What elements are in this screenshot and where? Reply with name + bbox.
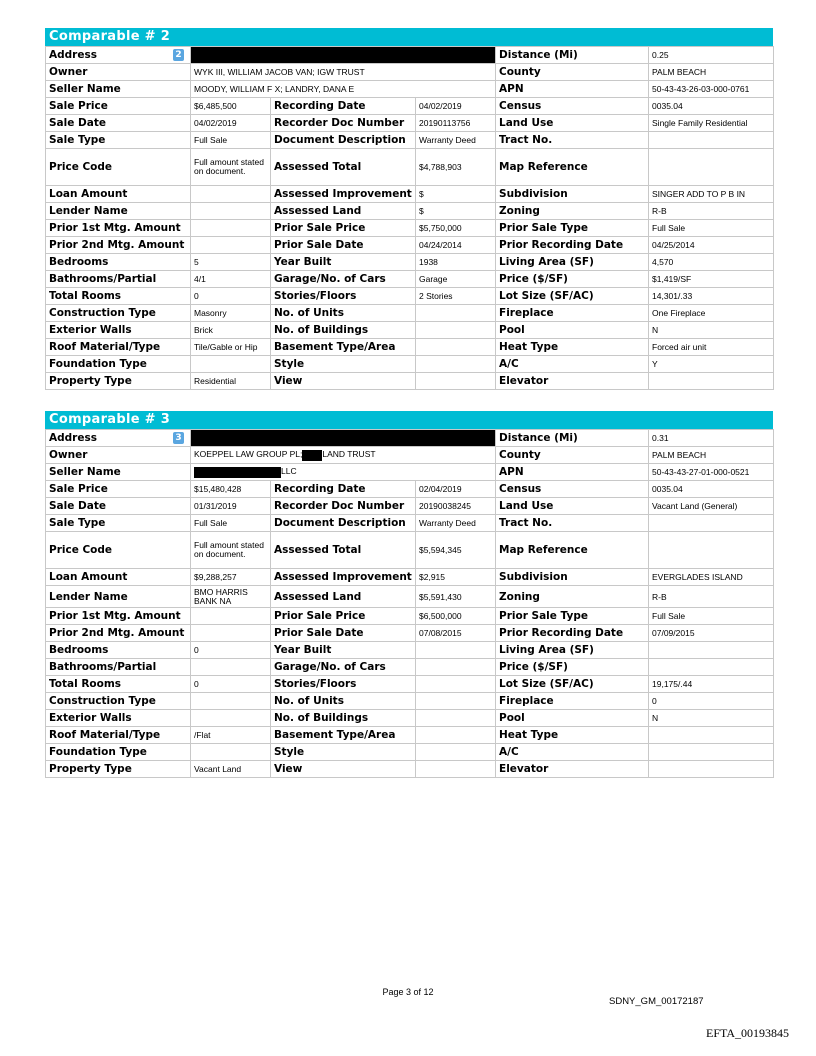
ac-value: Y [649, 356, 774, 373]
assessed-land-label: Assessed Land [271, 586, 416, 608]
table-row [46, 322, 774, 339]
buildings-value [416, 710, 496, 727]
roof-label: Roof Material/Type [46, 339, 191, 356]
apn-label: APN [496, 81, 649, 98]
stories-value [416, 676, 496, 693]
buildings-label: No. of Buildings [271, 710, 416, 727]
doc-description-label: Document Description [271, 132, 416, 149]
prior-recording-date-label: Prior Recording Date [496, 237, 649, 254]
prior-2nd-mtg-value [191, 625, 271, 642]
units-value [416, 305, 496, 322]
stories-value: 2 Stories [416, 288, 496, 305]
doc-description-value: Warranty Deed [416, 515, 496, 532]
view-value [416, 373, 496, 390]
doc-description-value: Warranty Deed [416, 132, 496, 149]
apn-value: 50-43-43-26-03-000-0761 [649, 81, 774, 98]
exterior-walls-label: Exterior Walls [46, 710, 191, 727]
zoning-label: Zoning [496, 586, 649, 608]
price-sf-value: $1,419/SF [649, 271, 774, 288]
map-pin-icon: 2 [173, 49, 184, 61]
tract-label: Tract No. [496, 132, 649, 149]
prior-1st-mtg-value [191, 220, 271, 237]
garage-label: Garage/No. of Cars [271, 271, 416, 288]
buildings-value [416, 322, 496, 339]
prior-1st-mtg-label: Prior 1st Mtg. Amount [46, 608, 191, 625]
subdivision-label: Subdivision [496, 186, 649, 203]
bathrooms-label: Bathrooms/Partial [46, 659, 191, 676]
doc-description-label: Document Description [271, 515, 416, 532]
living-area-label: Living Area (SF) [496, 642, 649, 659]
price-sf-value [649, 659, 774, 676]
price-sf-label: Price ($/SF) [496, 659, 649, 676]
heat-type-value [649, 727, 774, 744]
table-row [46, 47, 774, 64]
view-value [416, 761, 496, 778]
table-row [46, 515, 774, 532]
heat-type-label: Heat Type [496, 727, 649, 744]
table-row [46, 98, 774, 115]
prior-sale-date-value: 07/08/2015 [416, 625, 496, 642]
table-row [46, 305, 774, 322]
county-label: County [496, 447, 649, 464]
lot-size-label: Lot Size (SF/AC) [496, 676, 649, 693]
distance-label: Distance (Mi) [496, 430, 649, 447]
foundation-label: Foundation Type [46, 744, 191, 761]
stories-label: Stories/Floors [271, 676, 416, 693]
table-row [46, 481, 774, 498]
seller-redaction [194, 467, 281, 478]
table-row [46, 115, 774, 132]
table-row [46, 149, 774, 186]
table-row [46, 237, 774, 254]
property-type-label: Property Type [46, 761, 191, 778]
subdivision-label: Subdivision [496, 569, 649, 586]
foundation-value [191, 744, 271, 761]
land-use-label: Land Use [496, 115, 649, 132]
recorder-doc-label: Recorder Doc Number [271, 115, 416, 132]
sale-price-label: Sale Price [46, 481, 191, 498]
living-area-label: Living Area (SF) [496, 254, 649, 271]
units-value [416, 693, 496, 710]
total-rooms-value: 0 [191, 676, 271, 693]
zoning-value: R-B [649, 203, 774, 220]
prior-sale-date-label: Prior Sale Date [271, 237, 416, 254]
census-value: 0035.04 [649, 98, 774, 115]
total-rooms-label: Total Rooms [46, 676, 191, 693]
comparable-2-table [45, 46, 774, 390]
comparable-2-title: Comparable # 2 [45, 28, 773, 46]
sale-type-label: Sale Type [46, 132, 191, 149]
page-number: Page 3 of 12 [382, 987, 434, 997]
living-area-value: 4,570 [649, 254, 774, 271]
recording-date-label: Recording Date [271, 98, 416, 115]
property-type-label: Property Type [46, 373, 191, 390]
units-label: No. of Units [271, 305, 416, 322]
sale-type-value: Full Sale [191, 515, 271, 532]
census-label: Census [496, 481, 649, 498]
price-sf-label: Price ($/SF) [496, 271, 649, 288]
recorder-doc-value: 20190038245 [416, 498, 496, 515]
table-row [46, 339, 774, 356]
heat-type-label: Heat Type [496, 339, 649, 356]
basement-label: Basement Type/Area [271, 339, 416, 356]
total-rooms-value: 0 [191, 288, 271, 305]
distance-value: 0.25 [649, 47, 774, 64]
units-label: No. of Units [271, 693, 416, 710]
roof-value: Tile/Gable or Hip [191, 339, 271, 356]
table-row [46, 693, 774, 710]
table-row [46, 642, 774, 659]
prior-2nd-mtg-label: Prior 2nd Mtg. Amount [46, 237, 191, 254]
table-row [46, 373, 774, 390]
construction-type-value: Masonry [191, 305, 271, 322]
property-type-value: Residential [191, 373, 271, 390]
apn-label: APN [496, 464, 649, 481]
prior-sale-type-value: Full Sale [649, 608, 774, 625]
prior-2nd-mtg-label: Prior 2nd Mtg. Amount [46, 625, 191, 642]
elevator-value [649, 761, 774, 778]
seller-name-label: Seller Name [46, 464, 191, 481]
fireplace-label: Fireplace [496, 693, 649, 710]
table-row [46, 271, 774, 288]
price-code-value: Full amount stated on document. [191, 532, 271, 569]
recorder-doc-label: Recorder Doc Number [271, 498, 416, 515]
table-row [46, 203, 774, 220]
pool-label: Pool [496, 710, 649, 727]
prior-recording-date-label: Prior Recording Date [496, 625, 649, 642]
view-label: View [271, 761, 416, 778]
bedrooms-value: 0 [191, 642, 271, 659]
subdivision-value: SINGER ADD TO P B IN [649, 186, 774, 203]
price-code-label: Price Code [46, 532, 191, 569]
table-row [46, 464, 774, 481]
address-redacted [191, 430, 496, 447]
exterior-walls-value [191, 710, 271, 727]
census-value: 0035.04 [649, 481, 774, 498]
elevator-value [649, 373, 774, 390]
roof-label: Roof Material/Type [46, 727, 191, 744]
sale-type-value: Full Sale [191, 132, 271, 149]
county-value: PALM BEACH [649, 64, 774, 81]
seller-name-value: MOODY, WILLIAM F X; LANDRY, DANA E [191, 81, 496, 98]
assessed-improvement-value: $2,915 [416, 569, 496, 586]
land-use-value: Vacant Land (General) [649, 498, 774, 515]
table-row [46, 727, 774, 744]
map-reference-value [649, 532, 774, 569]
table-row [46, 64, 774, 81]
garage-value: Garage [416, 271, 496, 288]
basement-value [416, 727, 496, 744]
lender-name-value [191, 203, 271, 220]
sale-date-value: 01/31/2019 [191, 498, 271, 515]
comparable-3-table [45, 429, 774, 778]
roof-value: /Flat [191, 727, 271, 744]
recorder-doc-value: 20190113756 [416, 115, 496, 132]
lender-name-label: Lender Name [46, 203, 191, 220]
assessed-improvement-label: Assessed Improvement [271, 569, 416, 586]
zoning-label: Zoning [496, 203, 649, 220]
table-row [46, 447, 774, 464]
table-row [46, 81, 774, 98]
price-code-value: Full amount stated on document. [191, 149, 271, 186]
construction-type-label: Construction Type [46, 693, 191, 710]
tract-value [649, 132, 774, 149]
table-row [46, 220, 774, 237]
garage-label: Garage/No. of Cars [271, 659, 416, 676]
sale-date-label: Sale Date [46, 115, 191, 132]
owner-label: Owner [46, 447, 191, 464]
assessed-land-label: Assessed Land [271, 203, 416, 220]
seller-name-label: Seller Name [46, 81, 191, 98]
bathrooms-label: Bathrooms/Partial [46, 271, 191, 288]
pool-value: N [649, 710, 774, 727]
assessed-improvement-label: Assessed Improvement [271, 186, 416, 203]
recording-date-label: Recording Date [271, 481, 416, 498]
land-use-value: Single Family Residential [649, 115, 774, 132]
bathrooms-value: 4/1 [191, 271, 271, 288]
bates-number: SDNY_GM_00172187 [609, 996, 704, 1007]
foundation-value [191, 356, 271, 373]
table-row [46, 676, 774, 693]
loan-amount-value: $9,288,257 [191, 569, 271, 586]
bedrooms-label: Bedrooms [46, 254, 191, 271]
pool-value: N [649, 322, 774, 339]
bedrooms-value: 5 [191, 254, 271, 271]
lender-name-value: BMO HARRIS BANK NA [191, 586, 271, 608]
assessed-land-value: $ [416, 203, 496, 220]
comparable-2-section [45, 28, 773, 390]
exterior-walls-label: Exterior Walls [46, 322, 191, 339]
table-row [46, 186, 774, 203]
total-rooms-label: Total Rooms [46, 288, 191, 305]
map-pin-icon: 3 [173, 432, 184, 444]
stories-label: Stories/Floors [271, 288, 416, 305]
table-row [46, 430, 774, 447]
prior-2nd-mtg-value [191, 237, 271, 254]
prior-sale-price-value: $6,500,000 [416, 608, 496, 625]
style-label: Style [271, 744, 416, 761]
table-row [46, 498, 774, 515]
prior-recording-date-value: 07/09/2015 [649, 625, 774, 642]
county-value: PALM BEACH [649, 447, 774, 464]
year-built-value: 1938 [416, 254, 496, 271]
prior-sale-type-label: Prior Sale Type [496, 220, 649, 237]
year-built-label: Year Built [271, 254, 416, 271]
living-area-value [649, 642, 774, 659]
comparable-3-title: Comparable # 3 [45, 411, 773, 429]
lot-size-label: Lot Size (SF/AC) [496, 288, 649, 305]
lender-name-label: Lender Name [46, 586, 191, 608]
ac-label: A/C [496, 356, 649, 373]
bedrooms-label: Bedrooms [46, 642, 191, 659]
prior-sale-price-label: Prior Sale Price [271, 220, 416, 237]
buildings-label: No. of Buildings [271, 322, 416, 339]
assessed-total-value: $4,788,903 [416, 149, 496, 186]
year-built-value [416, 642, 496, 659]
table-row [46, 608, 774, 625]
assessed-total-value: $5,594,345 [416, 532, 496, 569]
sale-date-value: 04/02/2019 [191, 115, 271, 132]
fireplace-value: 0 [649, 693, 774, 710]
basement-label: Basement Type/Area [271, 727, 416, 744]
tract-label: Tract No. [496, 515, 649, 532]
distance-label: Distance (Mi) [496, 47, 649, 64]
map-reference-label: Map Reference [496, 532, 649, 569]
construction-type-label: Construction Type [46, 305, 191, 322]
sale-price-value: $15,480,428 [191, 481, 271, 498]
table-row [46, 625, 774, 642]
table-row [46, 569, 774, 586]
recording-date-value: 04/02/2019 [416, 98, 496, 115]
table-row [46, 744, 774, 761]
fireplace-value: One Fireplace [649, 305, 774, 322]
prior-sale-price-value: $5,750,000 [416, 220, 496, 237]
ac-value [649, 744, 774, 761]
efta-number: EFTA_00193845 [706, 1026, 790, 1040]
prior-sale-type-label: Prior Sale Type [496, 608, 649, 625]
owner-value: WYK III, WILLIAM JACOB VAN; IGW TRUST [191, 64, 496, 81]
table-row [46, 132, 774, 149]
foundation-label: Foundation Type [46, 356, 191, 373]
elevator-label: Elevator [496, 373, 649, 390]
price-code-label: Price Code [46, 149, 191, 186]
assessed-improvement-value: $ [416, 186, 496, 203]
census-label: Census [496, 98, 649, 115]
comparable-3-section [45, 411, 773, 778]
sale-date-label: Sale Date [46, 498, 191, 515]
prior-sale-type-value: Full Sale [649, 220, 774, 237]
address-label: Address 2 [46, 47, 191, 64]
prior-sale-price-label: Prior Sale Price [271, 608, 416, 625]
assessed-total-label: Assessed Total [271, 532, 416, 569]
map-reference-label: Map Reference [496, 149, 649, 186]
apn-value: 50-43-43-27-01-000-0521 [649, 464, 774, 481]
view-label: View [271, 373, 416, 390]
sale-type-label: Sale Type [46, 515, 191, 532]
county-label: County [496, 64, 649, 81]
owner-label: Owner [46, 64, 191, 81]
assessed-land-value: $5,591,430 [416, 586, 496, 608]
pool-label: Pool [496, 322, 649, 339]
owner-redaction [302, 450, 322, 461]
prior-1st-mtg-label: Prior 1st Mtg. Amount [46, 220, 191, 237]
garage-value [416, 659, 496, 676]
land-use-label: Land Use [496, 498, 649, 515]
recording-date-value: 02/04/2019 [416, 481, 496, 498]
year-built-label: Year Built [271, 642, 416, 659]
lot-size-value: 14,301/.33 [649, 288, 774, 305]
map-reference-value [649, 149, 774, 186]
assessed-total-label: Assessed Total [271, 149, 416, 186]
loan-amount-label: Loan Amount [46, 569, 191, 586]
prior-sale-date-value: 04/24/2014 [416, 237, 496, 254]
tract-value [649, 515, 774, 532]
table-row [46, 761, 774, 778]
ac-label: A/C [496, 744, 649, 761]
distance-value: 0.31 [649, 430, 774, 447]
fireplace-label: Fireplace [496, 305, 649, 322]
elevator-label: Elevator [496, 761, 649, 778]
zoning-value: R-B [649, 586, 774, 608]
property-type-value: Vacant Land [191, 761, 271, 778]
table-row [46, 710, 774, 727]
basement-value [416, 339, 496, 356]
bathrooms-value [191, 659, 271, 676]
prior-recording-date-value: 04/25/2014 [649, 237, 774, 254]
table-row [46, 356, 774, 373]
style-value [416, 356, 496, 373]
style-label: Style [271, 356, 416, 373]
table-row [46, 586, 774, 608]
construction-type-value [191, 693, 271, 710]
exterior-walls-value: Brick [191, 322, 271, 339]
table-row [46, 659, 774, 676]
sale-price-value: $6,485,500 [191, 98, 271, 115]
style-value [416, 744, 496, 761]
lot-size-value: 19,175/.44 [649, 676, 774, 693]
sale-price-label: Sale Price [46, 98, 191, 115]
loan-amount-value [191, 186, 271, 203]
prior-1st-mtg-value [191, 608, 271, 625]
table-row [46, 288, 774, 305]
table-row [46, 532, 774, 569]
seller-name-value: LLC [191, 464, 496, 481]
heat-type-value: Forced air unit [649, 339, 774, 356]
prior-sale-date-label: Prior Sale Date [271, 625, 416, 642]
subdivision-value: EVERGLADES ISLAND [649, 569, 774, 586]
owner-value: KOEPPEL LAW GROUP PL; LAND TRUST [191, 447, 496, 464]
address-label: Address 3 [46, 430, 191, 447]
table-row [46, 254, 774, 271]
address-redacted [191, 47, 496, 64]
loan-amount-label: Loan Amount [46, 186, 191, 203]
